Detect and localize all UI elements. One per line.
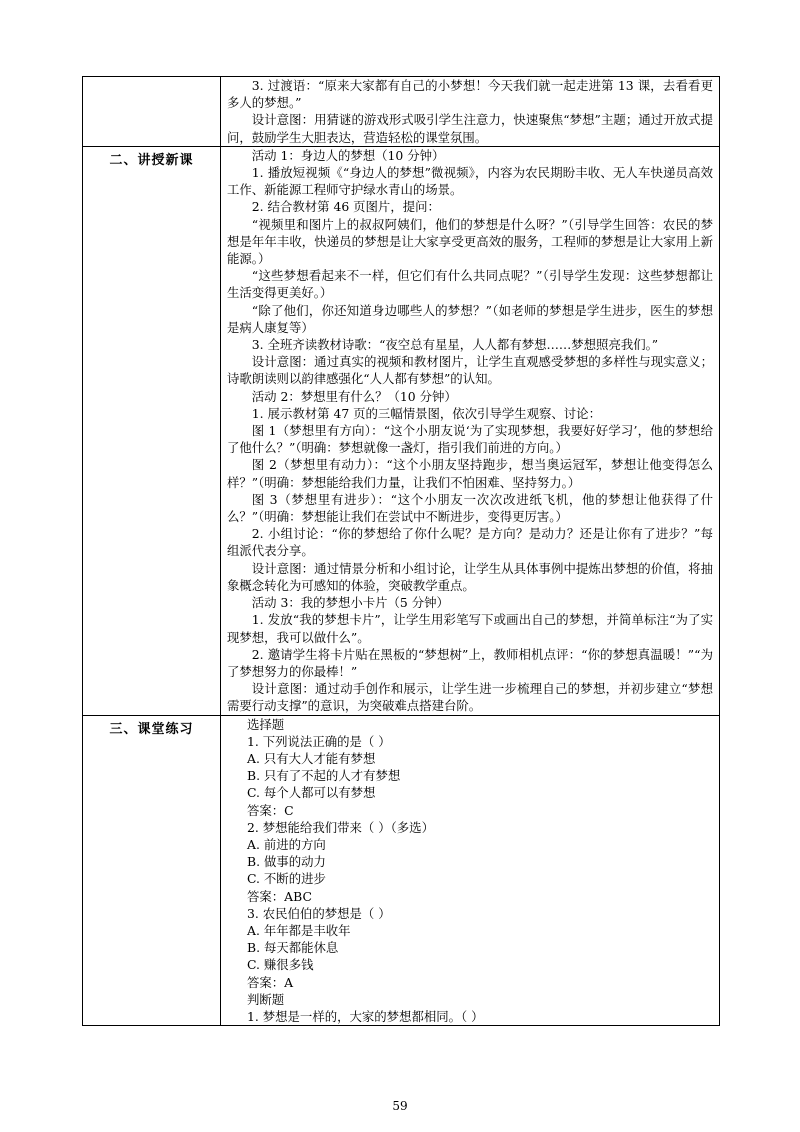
exercise-line: 答案：A	[247, 974, 294, 990]
table-row-exercises	[83, 715, 720, 1026]
paragraph: 1. 播放短视频《“身边人的梦想”微视频》，内容为农民期盼丰收、无人车快递员高效工作、新能源工程师守护绿水青山的场景。	[227, 165, 713, 198]
activity-heading: 活动 2：梦想里有什么？（10 分钟）	[251, 388, 457, 404]
paragraph: “这些梦想看起来不一样，但它们有什么共同点呢？”（引导学生发现：这些梦想都让生活变得更美好。）	[227, 268, 713, 301]
activity-heading: 活动 1：身边人的梦想（10 分钟）	[251, 147, 445, 163]
exercise-line: C. 每个人都可以有梦想	[247, 785, 376, 801]
paragraph: 1. 展示教材第 47 页的三幅情景图，依次引导学生观察、讨论：	[251, 405, 601, 421]
lesson-plan-table	[82, 76, 720, 1026]
section-label-new-lesson: 二、讲授新课	[83, 146, 221, 715]
section-label-intro	[83, 77, 221, 147]
paragraph: 图 1（梦想里有方向）：“这个小朋友说‘为了实现梦想，我要好好学习’，他的梦想给了他什么？”（明确：梦想就像一盏灯，指引我们前进的方向。）	[227, 423, 713, 456]
paragraph: 1. 发放“我的梦想卡片”，让学生用彩笔写下或画出自己的梦想，并简单标注“为了实现梦想，我可以做什么”。	[227, 612, 713, 645]
exercise-line: 答案：ABC	[247, 888, 312, 904]
exercise-line: B. 做事的动力	[247, 854, 326, 870]
exercise-line: B. 每天都能休息	[247, 940, 339, 956]
exercise-line: A. 前进的方向	[247, 836, 326, 852]
paragraph: “除了他们，你还知道身边哪些人的梦想？”（如老师的梦想是学生进步，医生的梦想是病人康复等）	[227, 302, 713, 335]
exercise-heading: 选择题	[247, 716, 285, 732]
table-row-new-lesson	[83, 146, 720, 715]
paragraph: 2. 小组讨论：“你的梦想给了你什么呢？是方向？是动力？还是让你有了进步？”每组派代表分享。	[227, 526, 713, 559]
activity-heading: 活动 3：我的梦想小卡片（5 分钟）	[251, 595, 449, 611]
paragraph: 图 2（梦想里有动力）：“这个小朋友坚持跑步，想当奥运冠军，梦想让他变得怎么样？”（明确：梦想能给我们力量，让我们不怕困难、坚持努力。）	[227, 457, 713, 490]
section-content-exercises	[221, 715, 720, 1026]
exercise-line: C. 不断的进步	[247, 871, 326, 887]
section-label-exercises: 三、课堂练习	[83, 715, 221, 1026]
paragraph: 图 3（梦想里有进步）：“这个小朋友一次次改进纸飞机，他的梦想让他获得了什么？”（明确：梦想能让我们在尝试中不断进步，变得更厉害。）	[227, 491, 713, 525]
paragraph: 设计意图：通过动手创作和展示，让学生进一步梳理自己的梦想，并初步建立“梦想需要行动支撑”的意识，为突破难点搭建台阶。	[227, 681, 713, 714]
paragraph: 2. 结合教材第 46 页图片，提问：	[251, 199, 440, 215]
exercise-line: C. 赚很多钱	[247, 957, 314, 973]
paragraph: “视频里和图片上的叔叔阿姨们，他们的梦想是什么呀？”（引导学生回答：农民的梦想是年年丰收，快递员的梦想是让大家享受更高效的服务，工程师的梦想是让大家用上新能源。）	[227, 216, 713, 267]
section-content-new-lesson	[221, 146, 720, 715]
exercise-heading: 判断题	[247, 991, 285, 1007]
paragraph: 设计意图：通过真实的视频和教材图片，让学生直观感受梦想的多样性与现实意义；诗歌朗读则以韵律感强化“人人都有梦想”的认知。	[227, 354, 713, 387]
page-number: 59	[392, 1099, 408, 1113]
exercise-line: 答案：C	[247, 802, 294, 818]
exercise-line: 3. 农民伯伯的梦想是（ ）	[247, 905, 391, 921]
exercise-line: A. 年年都是丰收年	[247, 922, 351, 938]
exercise-line: 2. 梦想能给我们带来（ ）（多选）	[247, 819, 434, 835]
exercise-line: 1. 下列说法正确的是（ ）	[247, 733, 391, 749]
paragraph: 设计意图：通过情景分析和小组讨论，让学生从具体事例中提炼出梦想的价值，将抽象概念转化为可感知的体验，突破教学重点。	[227, 560, 713, 593]
paragraph: 2. 邀请学生将卡片贴在黑板的“梦想树”上，教师相机点评：“你的梦想真温暖！”“为了梦想努力的你最棒！”	[227, 646, 713, 679]
table-row-intro	[83, 77, 720, 147]
paragraph: 设计意图：用猜谜的游戏形式吸引学生注意力，快速聚焦“梦想”主题；通过开放式提问，鼓励学生大胆表达，营造轻松的课堂氛围。	[227, 112, 713, 145]
section-content-intro	[221, 77, 720, 147]
paragraph: 3. 全班齐读教材诗歌：“夜空总有星星，人人都有梦想……梦想照亮我们。”	[251, 337, 659, 353]
exercise-line: A. 只有大人才能有梦想	[247, 750, 376, 766]
exercise-line: 1. 梦想是一样的，大家的梦想都相同。（ ）	[247, 1008, 484, 1024]
paragraph: 3. 过渡语：“原来大家都有自己的小梦想！今天我们就一起走进第 13 课，去看看更多人的梦想。”	[227, 78, 713, 111]
exercise-line: B. 只有了不起的人才有梦想	[247, 768, 401, 784]
